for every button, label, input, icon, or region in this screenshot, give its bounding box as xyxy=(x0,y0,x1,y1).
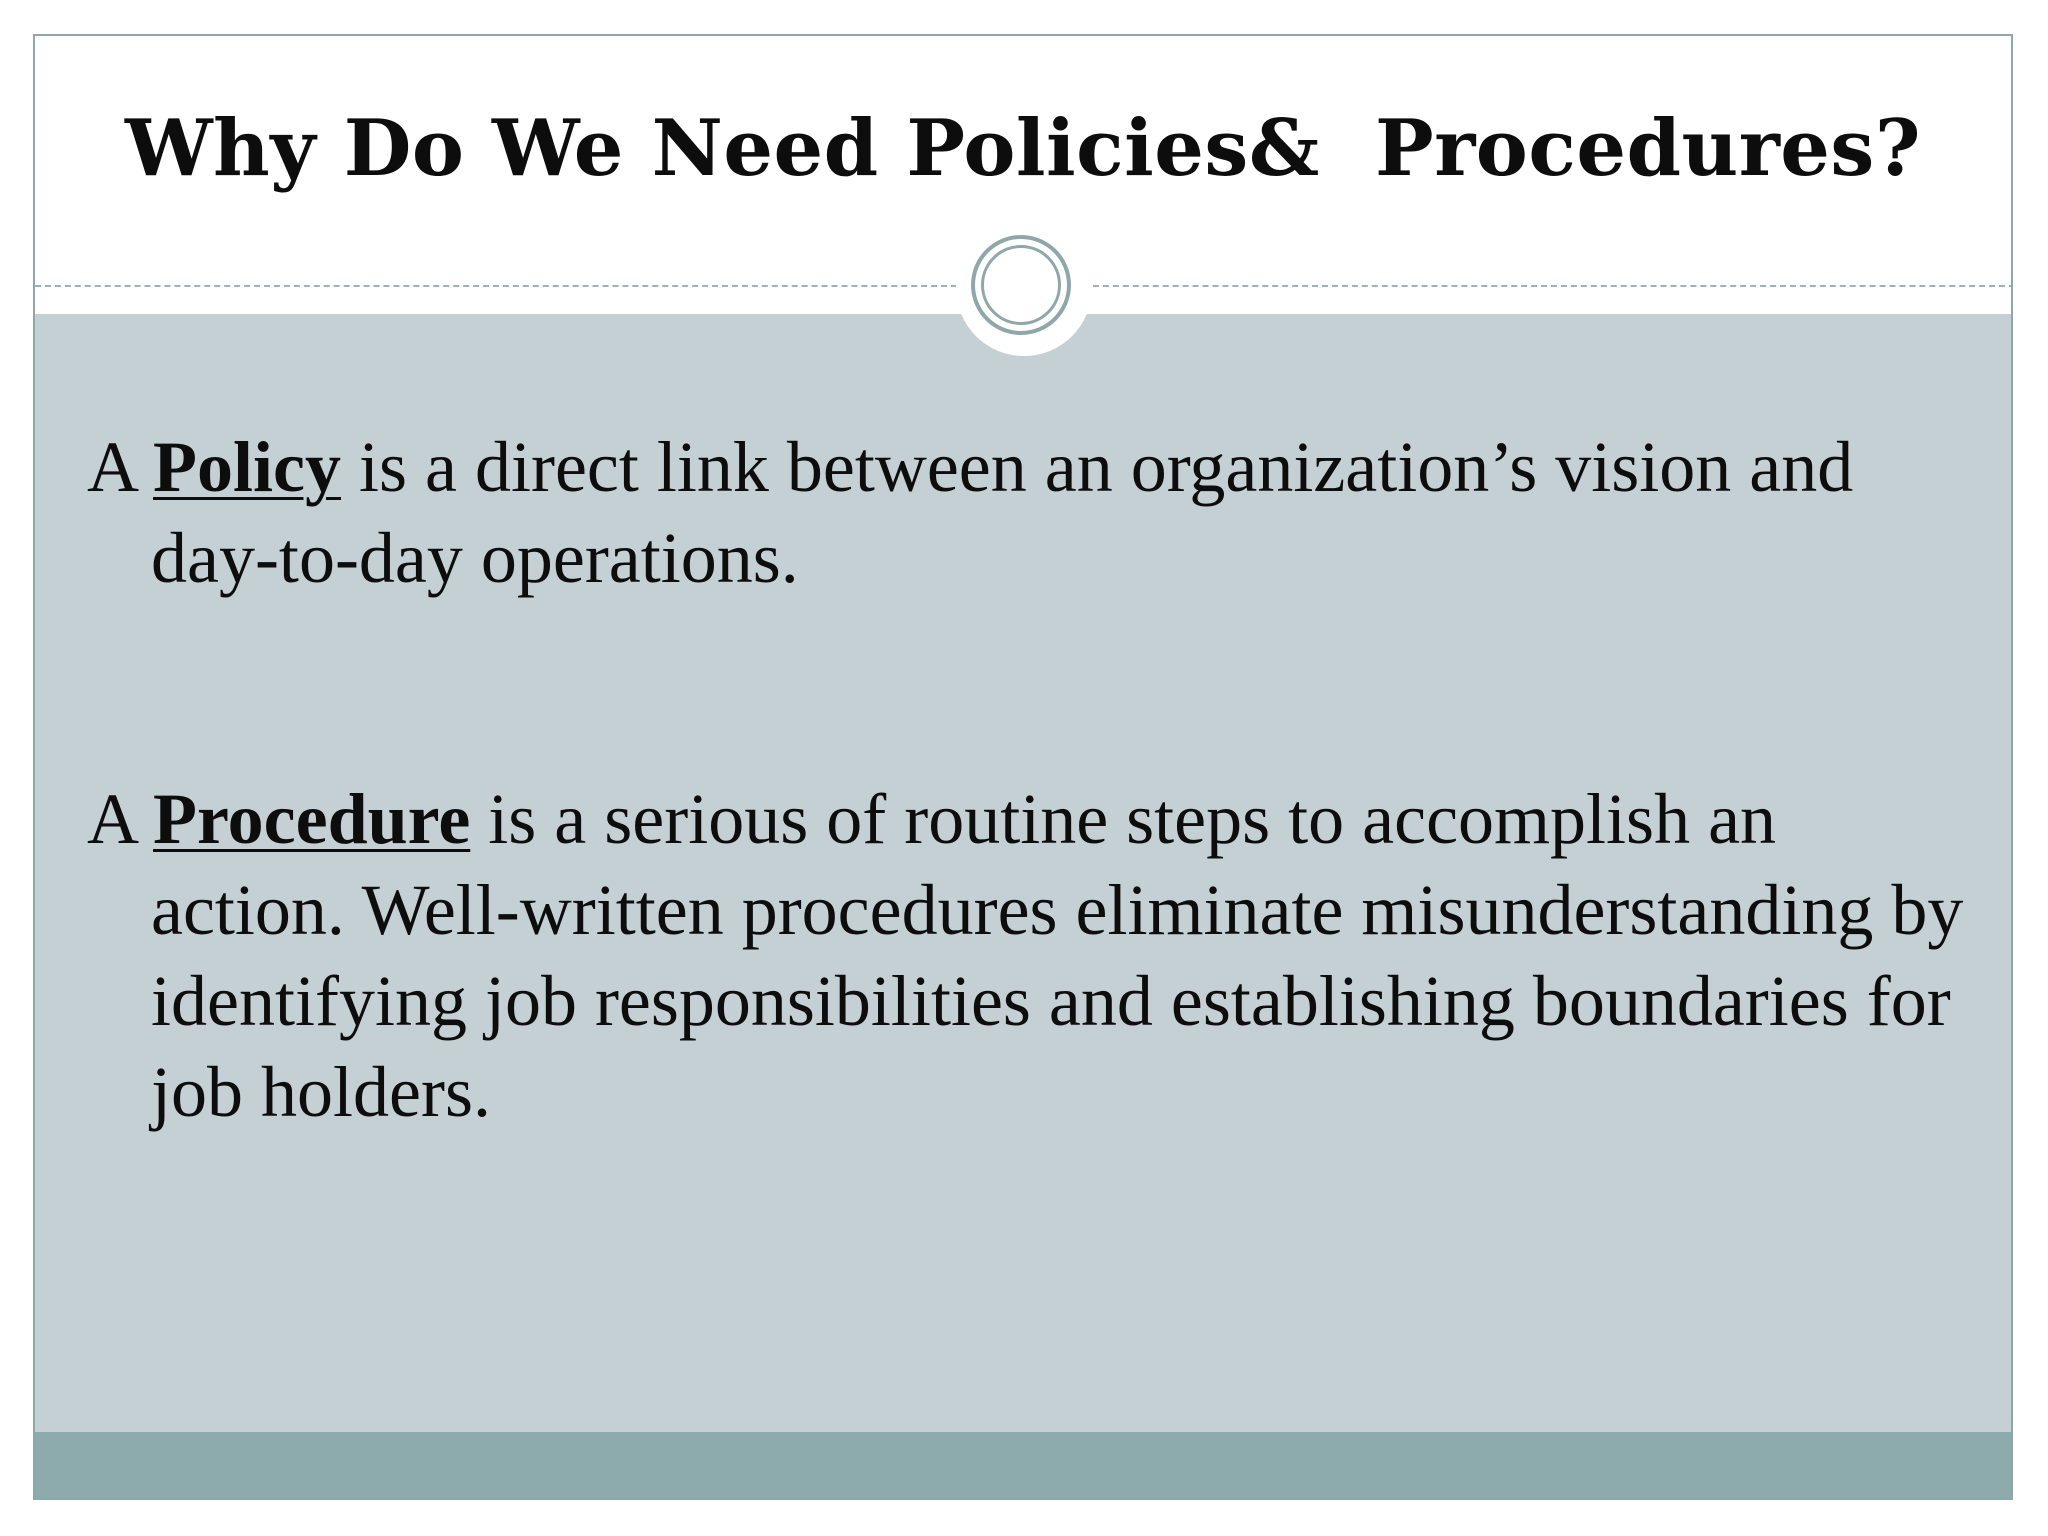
circle-ornament-inner-ring xyxy=(981,245,1061,325)
policy-definition: is a direct link between an organization’s vision and day-to-day operations. xyxy=(151,427,1854,598)
procedure-lead: A xyxy=(87,779,154,859)
policy-term: Policy xyxy=(153,427,341,507)
slide xyxy=(33,34,2013,1500)
title-divider-left xyxy=(35,285,957,287)
procedure-paragraph xyxy=(87,774,1967,1138)
procedure-term: Procedure xyxy=(153,779,471,859)
procedure-definition: is a serious of routine steps to accomplish an action. Well-written procedures eliminate misunderstanding by identifying job responsibilities and establishing boundaries for job holders. xyxy=(151,779,1964,1132)
title-divider-right xyxy=(1093,285,2013,287)
policy-paragraph xyxy=(87,422,1967,604)
slide-title: Why Do We Need Policies& Procedures? xyxy=(124,103,1922,194)
policy-lead: A xyxy=(87,427,154,507)
footer-bar xyxy=(35,1432,2011,1500)
